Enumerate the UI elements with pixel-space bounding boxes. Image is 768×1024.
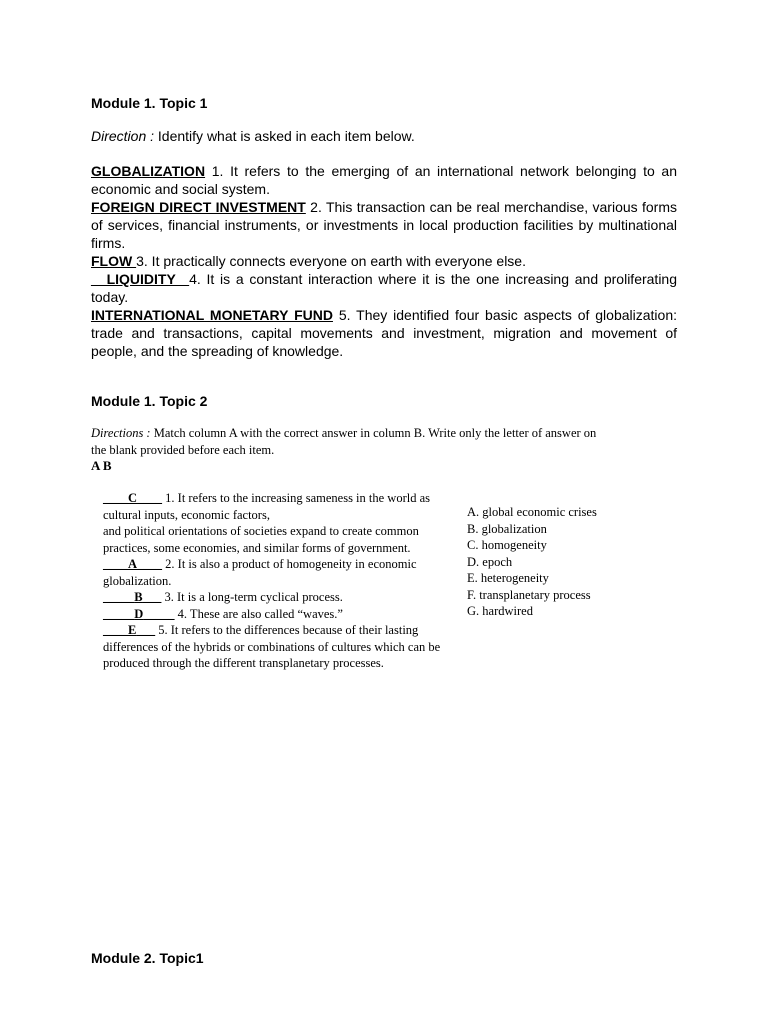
answer-blank (103, 623, 155, 637)
topic1-item (91, 252, 677, 270)
columns-header: A B (91, 458, 112, 473)
item-text: 3. It practically connects everyone on earth with everyone else. (136, 253, 526, 269)
direction-label: Direction : (91, 128, 155, 144)
answer-blank (103, 607, 175, 621)
column-b-option: D. epoch (467, 554, 513, 569)
topic1-item (91, 270, 677, 306)
topic2-heading: Module 1. Topic 2 (91, 393, 208, 409)
item-text: 3. It is a long-term cyclical process. (161, 590, 343, 604)
item-answer: INTERNATIONAL MONETARY FUND (91, 307, 333, 323)
column-b-option: B. globalization (467, 521, 547, 536)
blank-line: ___ (136, 623, 156, 637)
answer-blank (103, 557, 162, 571)
item-text: 4. These are also called “waves.” (174, 606, 343, 621)
topic1-item (91, 198, 677, 252)
topic3-heading: Module 2. Topic1 (91, 950, 204, 966)
blank-letter: D (134, 606, 144, 621)
topic1-item (91, 162, 677, 198)
item-text: 5. They identified four basic aspects of globalization: trade and transactions, capital movements and investment, migration and movement of people, and the spreading of knowledge. (91, 307, 677, 359)
blank-letter: B (134, 590, 143, 604)
blank-line: ____ (103, 557, 128, 571)
direction-text: Match column A with the correct answer in column B. Write only the letter of answer on the blank provided before each item. (91, 426, 597, 457)
column-a-item (103, 622, 463, 672)
column-a-item (103, 606, 463, 623)
column-a-item (103, 589, 463, 606)
item-answer: FOREIGN DIRECT INVESTMENT (91, 199, 306, 215)
item-text: and political orientations of societies expand to create common practices, some economies, and similar forms of government. (103, 524, 419, 555)
topic1-heading: Module 1. Topic 1 (91, 95, 208, 111)
item-text: 4. It is a constant interaction where it is the one increasing and proliferating today. (91, 271, 677, 305)
topic1-items (91, 162, 677, 360)
item-answer: GLOBALIZATION (91, 163, 206, 179)
column-b-option: A. global economic crises (467, 505, 597, 519)
blank-line: _____ (103, 590, 135, 604)
item-text: 1. It refers to the emerging of an international network belonging to an economic and social system. (91, 163, 677, 197)
blank-line: ____ (103, 623, 128, 637)
topic2-direction (91, 425, 611, 458)
blank-line: ____ (137, 491, 163, 505)
column-a-item (103, 556, 463, 589)
blank-letter: C (128, 491, 138, 505)
blank-letter: E (128, 623, 137, 637)
topic1-direction (91, 127, 415, 145)
column-b-option: G. hardwired (467, 604, 533, 618)
topic1-item (91, 306, 677, 360)
column-b (467, 504, 597, 620)
item-text: 2. This transaction can be real merchandise, various forms of services, financial instruments, or investments in local production facilities by multinational firms. (91, 199, 677, 251)
blank-letter: A (128, 557, 138, 571)
answer-blank (103, 491, 162, 505)
item-text: 1. It refers to the increasing sameness in the world as cultural inputs, economic factors, (103, 491, 431, 522)
direction-text: Identify what is asked in each item below. (154, 128, 415, 144)
blank-line: ___ (142, 590, 162, 604)
blank-line: _____ (103, 606, 135, 621)
item-answer: FLOW (91, 253, 137, 269)
blank-line: ____ (137, 557, 163, 571)
column-a (103, 490, 463, 672)
item-text: 5. It refers to the differences because of their lasting differences of the hybrids or combinations of cultures which can be produced through the different transplanetary processes. (103, 623, 441, 670)
item-text: 2. It is also a product of homogeneity in economic globalization. (103, 557, 417, 588)
column-b-option: E. heterogeneity (467, 571, 549, 585)
column-a-item (103, 490, 463, 523)
answer-blank (103, 590, 161, 604)
blank-line: _____ (143, 606, 175, 621)
blank-line: ____ (103, 491, 128, 505)
direction-label: Directions : (91, 426, 151, 440)
column-a-item-continued (103, 523, 463, 556)
column-b-option: F. transplanetary process (467, 587, 591, 602)
item-answer: __LIQUIDITY _ (91, 271, 190, 287)
column-b-option: C. homogeneity (467, 538, 547, 552)
